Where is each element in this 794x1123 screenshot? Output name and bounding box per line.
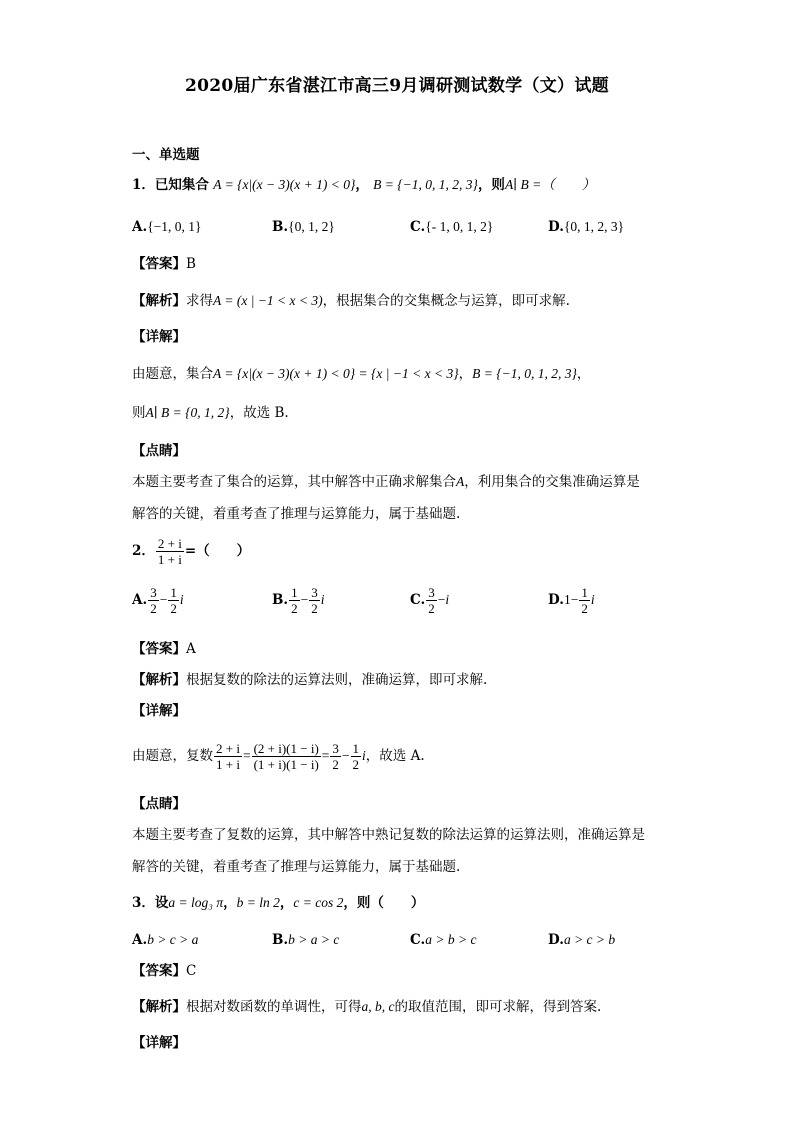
comment-line-2: 解答的关键，着重考查了推理与运算能力，属于基础题. xyxy=(132,506,461,522)
question-number: 3． xyxy=(132,895,155,911)
detail-text: ，故选 B. xyxy=(229,405,289,421)
numerator: 2 + i xyxy=(157,536,182,551)
comment-heading xyxy=(132,795,186,813)
answer-label: 【答案】 xyxy=(132,641,186,657)
analysis-label: 【解析】 xyxy=(132,999,186,1015)
detail-label: 【详解】 xyxy=(132,1035,186,1051)
answer-value: A xyxy=(186,641,196,657)
option-c: C. $\frac{3}{2}$ −i xyxy=(410,585,450,616)
analysis-text: 根据对数函数的单调性，可得 xyxy=(186,999,362,1015)
math-expr: a = log₃ π xyxy=(168,895,224,910)
page-title: 2020届广东省湛江市高三9月调研测试数学（文）试题 xyxy=(185,76,609,96)
denominator: 1 + i xyxy=(216,757,240,772)
option-key: D. xyxy=(548,592,564,608)
option-value: {0, 1, 2} xyxy=(288,219,335,234)
option-value: b > a > c xyxy=(288,932,340,947)
numerator: 2 + i xyxy=(216,741,240,756)
question-text: =（ ） xyxy=(184,543,251,559)
numerator: 3 xyxy=(332,741,339,756)
detail-text: ，故选 A. xyxy=(365,748,425,764)
answer-line xyxy=(132,640,196,658)
math-fraction: $\frac{3}{2}$ xyxy=(428,585,435,616)
denominator: (1 + i)(1 − i) xyxy=(253,757,319,772)
denominator: 2 xyxy=(150,601,157,616)
option-key: B. xyxy=(272,219,289,235)
denominator: 2 xyxy=(332,757,339,772)
question-text: ，则（ ） xyxy=(343,895,425,911)
analysis-text: 的取值范围，即可求解，得到答案. xyxy=(394,999,602,1015)
option-key: B. xyxy=(272,932,289,948)
option-value: b > c > a xyxy=(147,932,199,947)
answer-line xyxy=(132,255,196,273)
comment-text: ，利用集合的交集准确运算是 xyxy=(464,474,640,490)
math-expr: b = ln 2 xyxy=(236,895,280,910)
math-fraction xyxy=(148,585,159,616)
option-key: D. xyxy=(548,932,564,948)
detail-line-1: 由题意，复数 $\frac{2 + i}{1 + i}$ = $\frac{(2 + i)(1 - i)}{(1 + i)(1 - i)}$ = $\frac{3}{2}$ − $\frac{1}{2}$ i，故选 A. xyxy=(132,741,425,772)
option-key: D. xyxy=(548,219,564,235)
detail-text: 由题意，集合 xyxy=(132,366,213,382)
question-text: ，则 xyxy=(477,177,505,193)
option-value: {0, 1, 2, 3} xyxy=(563,219,625,234)
question-2-stem xyxy=(132,533,250,569)
punct: ， xyxy=(576,366,591,382)
option-d: D.1− $\frac{1}{2}$ i xyxy=(548,585,595,616)
detail-heading xyxy=(132,1034,186,1052)
option-b xyxy=(272,931,339,949)
comment-label: 【点睛】 xyxy=(132,796,186,812)
detail-text: 由题意，复数 xyxy=(132,748,213,764)
option-key: A. xyxy=(132,219,148,235)
option-value: a > c > b xyxy=(563,932,616,947)
punct: ， xyxy=(223,895,237,911)
math-expr: c = cos 2 xyxy=(293,895,344,910)
question-text: 已知集合 xyxy=(154,177,209,193)
option-value: a > b > c xyxy=(425,932,477,947)
option-a: A. $\frac{3}{2}$ − $\frac{1}{2}$ i xyxy=(132,585,184,616)
answer-value: C xyxy=(186,963,197,979)
math-ask: A∣ B =（ ） xyxy=(504,177,596,192)
detail-line-2 xyxy=(132,404,289,422)
comment-label: 【点睛】 xyxy=(132,443,186,459)
option-d xyxy=(548,218,624,236)
math-expr: A = {x|(x − 3)(x + 1) < 0} = {x | −1 < x < 3} xyxy=(213,366,459,381)
math-set-a: A = {x|(x − 3)(x + 1) < 0} xyxy=(213,177,356,192)
punct: ， xyxy=(279,895,294,911)
math-fraction xyxy=(214,741,242,772)
math-expr: A∣ B = {0, 1, 2} xyxy=(145,405,230,420)
comment-heading xyxy=(132,442,186,460)
answer-label: 【答案】 xyxy=(132,256,186,272)
math-expr: a, b, c xyxy=(361,999,395,1014)
denominator: 1 + i xyxy=(157,552,182,567)
analysis-line xyxy=(132,671,487,689)
detail-heading xyxy=(132,328,186,346)
math-fraction xyxy=(156,536,184,567)
analysis-label: 【解析】 xyxy=(132,293,186,309)
option-b xyxy=(272,218,335,236)
option-value: {−1, 0, 1} xyxy=(147,219,202,234)
detail-label: 【详解】 xyxy=(132,703,186,719)
option-d xyxy=(548,931,615,949)
detail-line-1 xyxy=(132,365,590,383)
math-fraction xyxy=(351,741,362,772)
comment-line-2: 解答的关键，着重考查了推理与运算能力，属于基础题. xyxy=(132,859,461,875)
denominator: 2 xyxy=(352,757,360,772)
math-expr: B = {−1, 0, 1, 2, 3} xyxy=(472,366,577,381)
option-key: C. xyxy=(410,219,426,235)
option-b: B. $\frac{1}{2}$ − $\frac{3}{2}$ i xyxy=(272,585,325,616)
analysis-text: ，根据集合的交集概念与运算，即可求解. xyxy=(322,293,570,309)
numerator: (2 + i)(1 − i) xyxy=(253,741,319,756)
question-1-stem xyxy=(132,176,595,194)
detail-heading xyxy=(132,702,186,720)
detail-text: 则 xyxy=(132,405,146,421)
option-c xyxy=(410,931,476,949)
option-value: {- 1, 0, 1, 2} xyxy=(425,219,494,234)
analysis-text: 求得 xyxy=(186,293,213,309)
math-expr: A = (x | −1 < x < 3) xyxy=(213,293,323,308)
section-heading: 一、单选题 xyxy=(132,147,200,163)
option-a xyxy=(132,931,198,949)
analysis-line xyxy=(132,998,601,1016)
comment-line-1 xyxy=(132,473,640,491)
answer-value: B xyxy=(186,256,196,272)
question-text: 设 xyxy=(154,895,169,911)
math-fraction: $\frac{1}{2}$ xyxy=(581,585,588,616)
option-key: A. xyxy=(132,592,148,608)
analysis-text: 根据复数的除法的运算法则，准确运算，即可求解. xyxy=(186,672,488,688)
option-c xyxy=(410,218,493,236)
option-a xyxy=(132,218,202,236)
numerator: 3 xyxy=(150,585,157,600)
math-fraction: $\frac{1}{2}$ xyxy=(170,585,177,616)
option-key: B. xyxy=(272,592,289,608)
detail-label: 【详解】 xyxy=(132,329,186,345)
question-number: 1． xyxy=(132,177,155,193)
punct: ， xyxy=(355,177,369,193)
option-key: C. xyxy=(410,592,426,608)
comment-text: 本题主要考查了集合的运算，其中解答中正确求解集合 xyxy=(132,474,456,490)
question-number: 2． xyxy=(132,543,155,559)
math-expr: A xyxy=(456,474,465,489)
option-key: C. xyxy=(410,932,426,948)
math-fraction xyxy=(252,741,321,772)
math-fraction: $\frac{3}{2}$ xyxy=(311,585,318,616)
numerator: 1 xyxy=(352,741,360,756)
answer-label: 【答案】 xyxy=(132,963,186,979)
analysis-line xyxy=(132,292,570,310)
comment-line-1: 本题主要考查了复数的运算，其中解答中熟记复数的除法运算的运算法则，准确运算是 xyxy=(132,827,645,843)
option-key: A. xyxy=(132,932,148,948)
punct: ， xyxy=(458,366,473,382)
answer-line xyxy=(132,962,196,980)
question-3-stem xyxy=(132,894,424,912)
analysis-label: 【解析】 xyxy=(132,672,186,688)
math-fraction: $\frac{1}{2}$ xyxy=(291,585,298,616)
math-set-b: B = {−1, 0, 1, 2, 3} xyxy=(373,177,478,192)
math-fraction xyxy=(330,741,341,772)
